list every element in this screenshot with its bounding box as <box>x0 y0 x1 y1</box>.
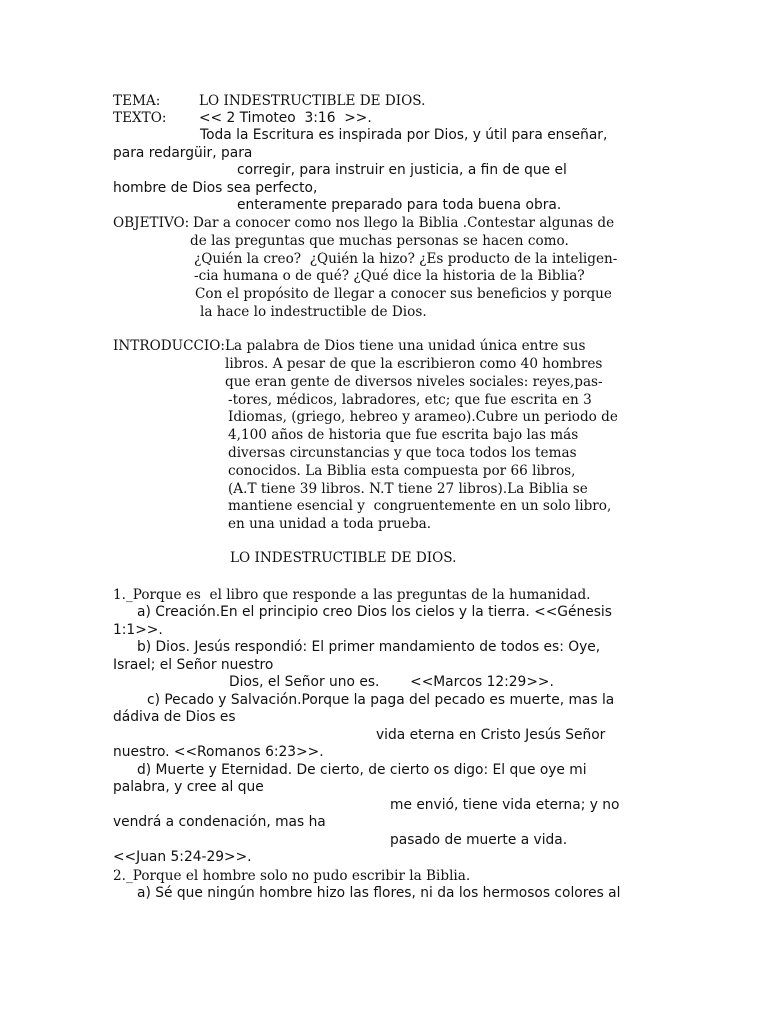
text-line: LO INDESTRUCTIBLE DE DIOS. <box>199 93 426 109</box>
text-line: para redargüir, para <box>113 145 253 161</box>
text-line: 4,100 años de historia que fue escrita bajo las más <box>228 427 579 443</box>
text-line: vida eterna en Cristo Jesús Señor <box>376 727 606 743</box>
text-line: Idiomas, (griego, hebreo y arameo).Cubre un periodo de <box>228 409 618 425</box>
text-line: diversas circunstancias y que toca todos los temas <box>228 445 577 461</box>
text-line: Toda la Escritura es inspirada por Dios, y útil para enseñar, <box>200 127 608 143</box>
text-line: hombre de Dios sea perfecto, <box>113 180 318 196</box>
text-line: La palabra de Dios tiene una unidad única entre sus <box>225 338 586 354</box>
text-line: Dar a conocer como nos llego la Biblia .Contestar algunas de <box>193 215 615 231</box>
label-objetivo: OBJETIVO: <box>113 215 190 231</box>
text-line: conocidos. La Biblia esta compuesta por 66 libros, <box>228 463 576 479</box>
text-line: 1:1>>. <box>113 622 163 638</box>
text-line: palabra, y cree al que <box>113 779 264 795</box>
label-introduccio: INTRODUCCIO: <box>113 338 225 354</box>
text-line: Con el propósito de llegar a conocer sus beneficios y porque <box>195 286 612 302</box>
label-tema: TEMA: <box>113 93 161 109</box>
text-line: -cia humana o de qué? ¿Qué dice la historia de la Biblia? <box>194 268 585 284</box>
text-line: b) Dios. Jesús respondió: El primer mandamiento de todos es: Oye, <box>137 639 601 655</box>
text-line: pasado de muerte a vida. <box>390 832 568 848</box>
text-line: a) Creación.En el principio creo Dios los cielos y la tierra. <<Génesis <box>137 604 612 620</box>
text-line: que eran gente de diversos niveles sociales: reyes,pas- <box>225 374 603 390</box>
text-line: nuestro. <<Romanos 6:23>>. <box>113 744 324 760</box>
text-line: a) Sé que ningún hombre hizo las flores, ni da los hermosos colores al <box>137 885 621 901</box>
section-title: LO INDESTRUCTIBLE DE DIOS. <box>230 550 457 566</box>
text-line: 2._Porque el hombre solo no pudo escribir la Biblia. <box>113 868 471 884</box>
text-line: de las preguntas que muchas personas se hacen como. <box>190 233 569 249</box>
text-line: corregir, para instruir en justicia, a fin de que el <box>237 162 567 178</box>
text-line: libros. A pesar de que la escribieron como 40 hombres <box>225 356 603 372</box>
text-line: <<Juan 5:24-29>>. <box>113 849 252 865</box>
text-line: mantiene esencial y congruentemente en un solo libro, <box>228 498 612 514</box>
text-line: c) Pecado y Salvación.Porque la paga del pecado es muerte, mas la <box>147 692 615 708</box>
text-line: la hace lo indestructible de Dios. <box>200 304 427 320</box>
label-texto: TEXTO: <box>113 110 167 126</box>
text-line: Israel; el Señor nuestro <box>113 657 274 673</box>
text-line: dádiva de Dios es <box>113 709 236 725</box>
text-line: me envió, tiene vida eterna; y no <box>390 797 620 813</box>
text-line: Dios, el Señor uno es. <<Marcos 12:29>>. <box>229 674 554 690</box>
text-line: enteramente preparado para toda buena obra. <box>237 197 562 213</box>
text-line: vendrá a condenación, mas ha <box>113 814 326 830</box>
text-line: ¿Quién la creo? ¿Quién la hizo? ¿Es producto de la inteligen- <box>194 251 618 267</box>
text-line: d) Muerte y Eternidad. De cierto, de cierto os digo: El que oye mi <box>137 762 587 778</box>
text-line: (A.T tiene 39 libros. N.T tiene 27 libros).La Biblia se <box>228 481 588 497</box>
text-line: -tores, médicos, labradores, etc; que fue escrita en 3 <box>228 392 592 408</box>
text-line: en una unidad a toda prueba. <box>228 516 432 532</box>
text-line: 1._Porque es el libro que responde a las preguntas de la humanidad. <box>113 587 591 603</box>
text-line: << 2 Timoteo 3:16 >>. <box>199 110 372 126</box>
